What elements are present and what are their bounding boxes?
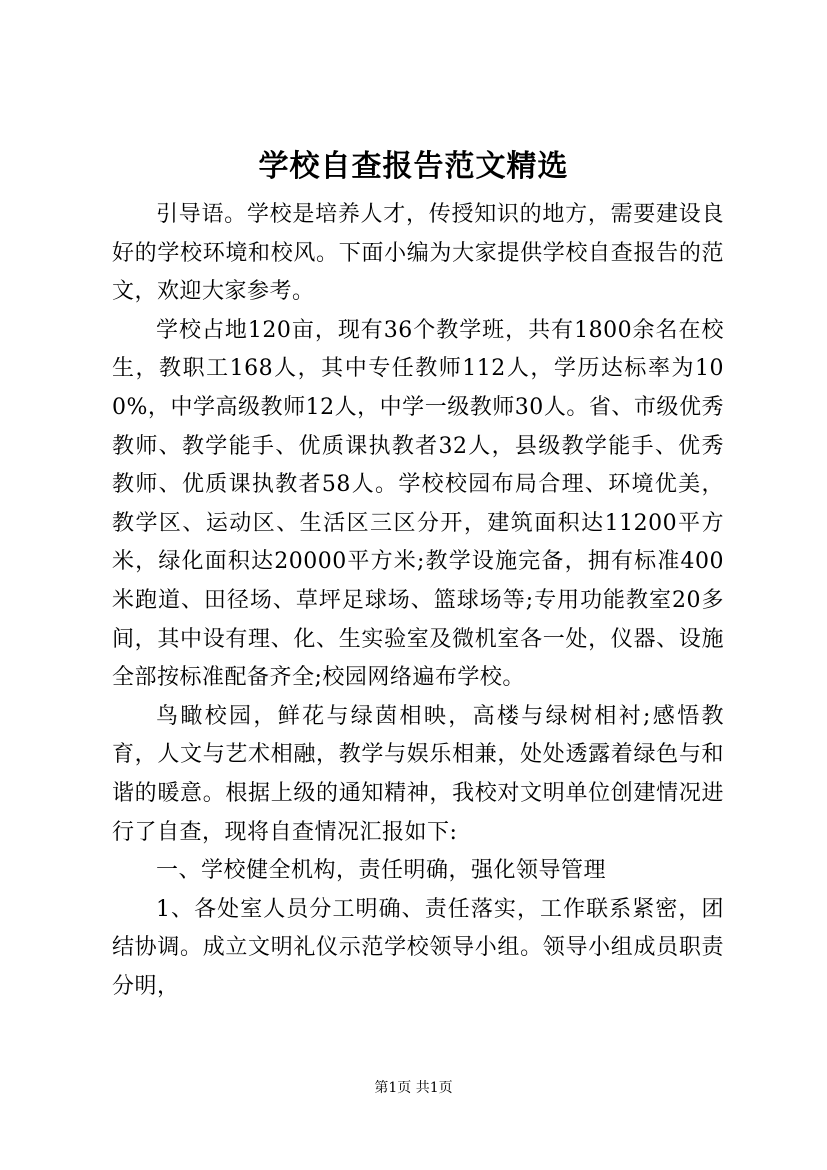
section-heading: 一、学校健全机构，责任明确，强化领导管理	[156, 858, 607, 884]
paragraph-intro: 引导语。学校是培养人才，传授知识的地方，需要建设良好的学校环境和校风。下面小编为大家提供学校自查报告的范文，欢迎大家参考。	[112, 202, 724, 305]
document-body	[112, 196, 724, 1006]
paragraph-school-overview: 学校占地120亩，现有36个教学班，共有1800余名在校生，教职工168人，其中专任教师112人，学历达标率为100%，中学高级教师12人，中学一级教师30人。省、市级优秀教师、教学能手、优质课执教者32人，县级教学能手、优秀教师、优质课执教者58人。学校校园布局合理、环境优美，教学区、运动区、生活区三区分开，建筑面积达11200平方米，绿化面积达20000平方米;教学设施完备，拥有标准400米跑道、田径场、草坪足球场、篮球场等;专用功能教室20多间，其中设有理、化、生实验室及微机室各一处，仪器、设施全部按标准配备齐全;校园网络遍布学校。	[112, 317, 724, 691]
page-number: 第1页 共1页	[374, 1080, 453, 1096]
document-title: 学校自查报告范文精选	[258, 149, 569, 184]
paragraph-item-1: 1、各处室人员分工明确、责任落实，工作联系紧密，团结协调。成立文明礼仪示范学校领导小组。领导小组成员职责分明，	[112, 896, 724, 999]
paragraph-campus-view: 鸟瞰校园，鲜花与绿茵相映，高楼与绿树相衬;感悟教育，人文与艺术相融，教学与娱乐相兼，处处透露着绿色与和谐的暖意。根据上级的通知精神，我校对文明单位创建情况进行了自查，现将自查情况汇报如下:	[112, 703, 724, 845]
